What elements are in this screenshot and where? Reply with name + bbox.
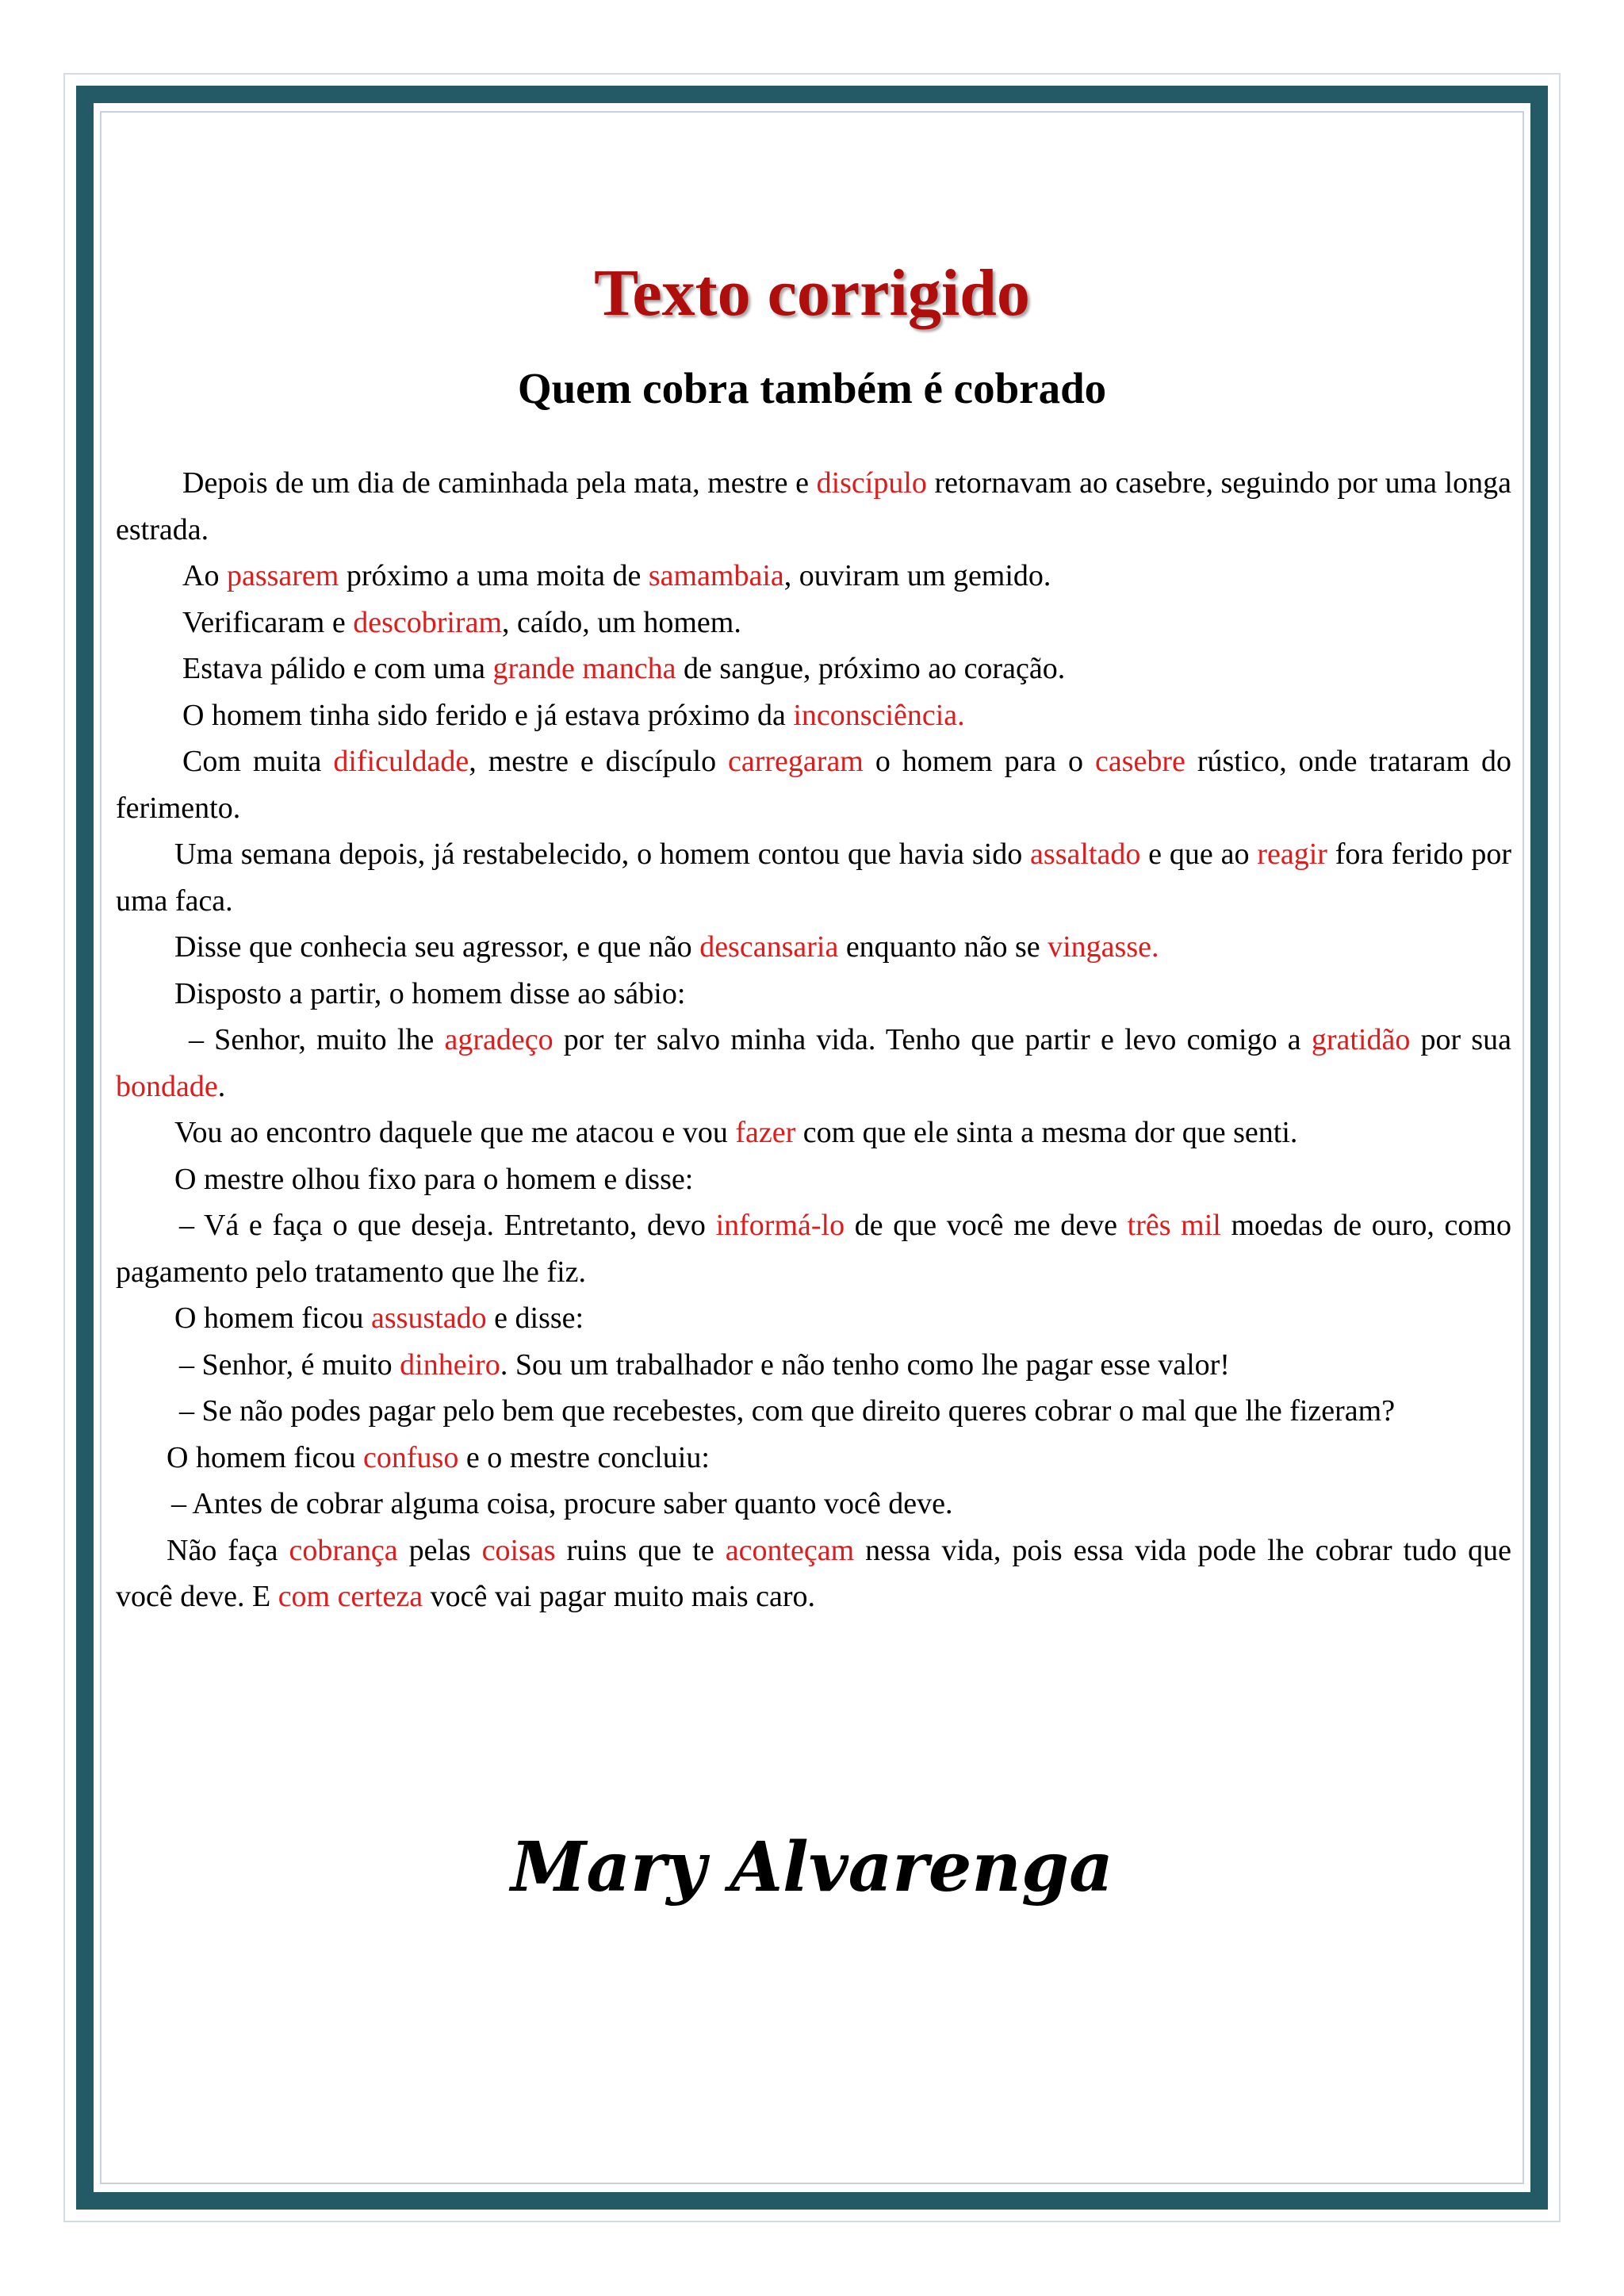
paragraph-text: – Vá e faça o que deseja. Entretanto, devo — [179, 1209, 716, 1242]
corrected-word: cobrança — [289, 1533, 398, 1567]
corrected-word: informá-lo — [715, 1209, 845, 1242]
paragraph-text: de sangue, próximo ao coração. — [676, 652, 1066, 685]
corrected-word: grande mancha — [492, 652, 676, 685]
story-paragraph — [116, 460, 1511, 553]
paragraph-text: rústico, onde trataram do ferimento. — [116, 745, 1512, 825]
paragraph-text: O mestre olhou fixo para o homem e disse: — [174, 1162, 694, 1196]
paragraph-text: Disposto a partir, o homem disse ao sábio: — [174, 976, 686, 1010]
paragraph-text: O homem ficou — [174, 1301, 372, 1335]
corrected-word: inconsciência. — [793, 698, 965, 732]
story-paragraph — [116, 1202, 1511, 1295]
story-paragraph — [116, 553, 1511, 600]
corrected-word: coisas — [481, 1533, 556, 1567]
paragraph-text: de que você me deve — [845, 1209, 1128, 1242]
corrected-word: passarem — [226, 559, 339, 592]
paragraph-text: Estava pálido e com uma — [182, 652, 493, 685]
corrected-word: gratidão — [1311, 1023, 1411, 1056]
story-paragraph — [116, 1342, 1511, 1389]
paragraph-text: Ao — [182, 559, 227, 592]
story-paragraph — [116, 1156, 1511, 1203]
corrected-word: assaltado — [1030, 838, 1141, 871]
paragraph-text: – Se não podes pagar pelo bem que recebestes, com que direito queres cobrar o mal que lhe fizeram? — [179, 1394, 1396, 1428]
story-paragraph — [116, 692, 1511, 739]
corrected-word: dinheiro — [400, 1347, 500, 1382]
corrected-word: descobriram — [353, 605, 503, 639]
corrected-word: bondade — [116, 1069, 218, 1103]
paragraph-text: e disse: — [486, 1301, 584, 1335]
story-title: Quem cobra também é cobrado — [517, 364, 1107, 412]
corrected-word: três mil — [1127, 1209, 1221, 1242]
story-paragraph — [116, 1110, 1511, 1156]
story-paragraph — [116, 600, 1511, 646]
story-body — [116, 460, 1511, 1620]
author-signature: Mary Alvarenga — [511, 1827, 1113, 1907]
paragraph-text: o homem para o — [863, 745, 1095, 778]
page-title: Texto corrigido — [594, 256, 1030, 330]
paragraph-text: Depois de um dia de caminhada pela mata, mestre e — [182, 466, 817, 500]
paragraph-text: ruins que te — [555, 1533, 726, 1567]
paragraph-text: próximo a uma moita de — [339, 559, 649, 592]
paragraph-text: e que ao — [1140, 838, 1258, 871]
paragraph-text: Uma semana depois, já restabelecido, o homem contou que havia sido — [174, 838, 1031, 871]
corrected-word: samambaia — [648, 559, 784, 592]
story-paragraph — [116, 1295, 1511, 1342]
paragraph-text: , caído, um homem. — [502, 605, 741, 639]
paragraph-text: – Antes de cobrar alguma coisa, procure saber quanto você deve. — [171, 1487, 953, 1520]
paragraph-text: enquanto não se — [838, 930, 1048, 964]
paragraph-text: O homem tinha sido ferido e já estava próximo da — [182, 698, 794, 732]
paragraph-text: e o mestre concluiu: — [458, 1440, 710, 1474]
corrected-word: fazer — [735, 1116, 796, 1149]
corrected-word: assustado — [371, 1301, 487, 1335]
paragraph-text: . — [217, 1069, 226, 1103]
paragraph-text: moedas de ouro, como pagamento pelo tratamento que lhe fiz. — [116, 1209, 1511, 1289]
corrected-word: reagir — [1257, 838, 1327, 871]
story-paragraph — [116, 1481, 1511, 1527]
story-paragraph — [116, 1527, 1511, 1620]
story-paragraph — [116, 831, 1511, 924]
paragraph-text: por sua — [1410, 1023, 1511, 1056]
corrected-word: discípulo — [816, 466, 927, 500]
paragraph-text: , mestre e discípulo — [469, 745, 729, 778]
paragraph-text: O homem ficou — [167, 1440, 364, 1474]
paragraph-text: Vou ao encontro daquele que me atacou e vou — [174, 1116, 736, 1149]
corrected-word: vingasse. — [1048, 930, 1159, 964]
story-paragraph — [116, 738, 1511, 831]
corrected-word: agradeço — [444, 1023, 553, 1056]
corrected-word: aconteçam — [725, 1533, 855, 1567]
paragraph-text: Verificaram e — [182, 605, 354, 639]
story-paragraph — [116, 971, 1511, 1018]
corrected-word: com certeza — [278, 1580, 423, 1613]
paragraph-text: , ouviram um gemido. — [783, 559, 1051, 592]
paragraph-text: retornavam ao casebre, seguindo por uma longa estrada. — [116, 466, 1511, 546]
paragraph-text: – Senhor, muito lhe — [189, 1023, 445, 1056]
story-paragraph — [116, 1435, 1511, 1481]
corrected-word: carregaram — [728, 745, 864, 778]
story-paragraph — [116, 1017, 1511, 1110]
paragraph-text: você vai pagar muito mais caro. — [423, 1580, 816, 1613]
story-paragraph — [116, 646, 1511, 692]
paragraph-text: Disse que conhecia seu agressor, e que não — [174, 930, 700, 964]
story-paragraph — [116, 924, 1511, 971]
corrected-word: confuso — [363, 1440, 459, 1474]
paragraph-text: por ter salvo minha vida. Tenho que partir e levo comigo a — [553, 1023, 1312, 1056]
paragraph-text: Com muita — [182, 745, 334, 778]
paragraph-text: – Senhor, é muito — [179, 1347, 400, 1382]
paragraph-text: com que ele sinta a mesma dor que senti. — [795, 1116, 1298, 1149]
paragraph-text: Não faça — [167, 1533, 289, 1567]
paragraph-text: . Sou um trabalhador e não tenho como lhe pagar esse valor! — [500, 1347, 1230, 1382]
paragraph-text: pelas — [397, 1533, 482, 1567]
story-paragraph — [116, 1388, 1511, 1435]
paragraph-text: nessa vida, pois essa vida pode lhe cobrar tudo que você deve. E — [116, 1533, 1511, 1613]
paragraph-text: fora ferido por uma faca. — [116, 838, 1512, 918]
corrected-word: descansaria — [699, 930, 839, 964]
corrected-word: dificuldade — [333, 745, 469, 778]
corrected-word: casebre — [1094, 745, 1185, 778]
